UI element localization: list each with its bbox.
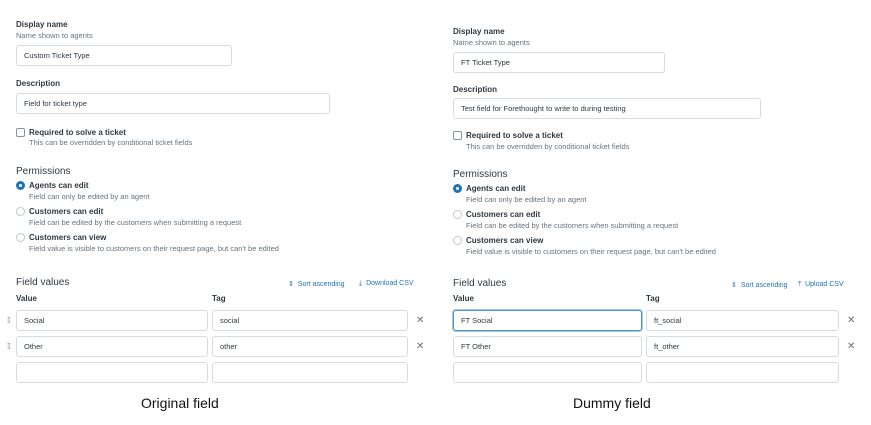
display-name-hint: Name shown to agents xyxy=(453,38,530,47)
sort-icon: ⇕ xyxy=(288,281,294,288)
agents-can-edit-hint: Field can only be edited by an agent xyxy=(466,195,587,204)
customers-can-view-hint: Field value is visible to customers on their request page, but can't be edited xyxy=(29,244,279,253)
customers-can-view-radio[interactable] xyxy=(453,236,462,245)
value-input[interactable]: Other xyxy=(16,336,208,357)
customers-can-edit-label: Customers can edit xyxy=(466,210,541,219)
agents-can-edit-hint: Field can only be edited by an agent xyxy=(29,192,150,201)
caption-dummy: Dummy field xyxy=(573,395,651,411)
customers-can-edit-hint: Field can be edited by the customers when submitting a request xyxy=(466,221,679,230)
close-icon[interactable]: ✕ xyxy=(847,315,856,326)
description-input[interactable]: Field for ticket type xyxy=(16,93,330,114)
agents-can-edit-label: Agents can edit xyxy=(466,184,526,193)
value-input[interactable]: FT Social xyxy=(453,310,642,331)
new-value-input[interactable] xyxy=(453,362,642,383)
tag-input[interactable]: social xyxy=(212,310,408,331)
download-csv-button[interactable] xyxy=(359,280,414,288)
close-icon[interactable]: ✕ xyxy=(416,315,425,326)
customers-can-edit-radio[interactable] xyxy=(453,210,462,219)
customers-can-view-label: Customers can view xyxy=(466,236,544,245)
close-icon[interactable]: ✕ xyxy=(416,341,425,352)
tag-input[interactable]: ft_social xyxy=(646,310,839,331)
sort-ascending-button[interactable] xyxy=(731,281,788,289)
drag-handle-icon[interactable]: ⁞⁞ xyxy=(7,316,10,325)
description-label: Description xyxy=(16,79,61,88)
tag-column-header: Tag xyxy=(646,294,660,303)
upload-csv-label: Upload CSV xyxy=(805,281,844,288)
required-checkbox[interactable] xyxy=(453,131,462,140)
description-label: Description xyxy=(453,85,498,94)
permissions-title: Permissions xyxy=(453,169,508,180)
sort-icon: ⇕ xyxy=(731,282,737,289)
tag-column-header: Tag xyxy=(212,294,226,303)
tag-input[interactable]: ft_other xyxy=(646,336,839,357)
caption-original: Original field xyxy=(141,395,219,411)
required-label: Required to solve a ticket xyxy=(466,131,563,140)
required-label: Required to solve a ticket xyxy=(29,128,126,137)
new-tag-input[interactable] xyxy=(212,362,408,383)
required-hint: This can be overridden by conditional ticket fields xyxy=(466,142,630,151)
download-csv-label: Download CSV xyxy=(366,280,414,287)
agents-can-edit-radio[interactable] xyxy=(16,181,25,190)
new-value-input[interactable] xyxy=(16,362,208,383)
customers-can-view-label: Customers can view xyxy=(29,233,107,242)
field-values-title: Field values xyxy=(453,278,507,289)
display-name-label: Display name xyxy=(453,27,505,36)
agents-can-edit-radio[interactable] xyxy=(453,184,462,193)
customers-can-view-radio[interactable] xyxy=(16,233,25,242)
display-name-hint: Name shown to agents xyxy=(16,31,93,40)
new-tag-input[interactable] xyxy=(646,362,839,383)
sort-ascending-label: Sort ascending xyxy=(297,281,345,288)
display-name-input[interactable]: Custom Ticket Type xyxy=(16,45,232,66)
customers-can-view-hint: Field value is visible to customers on their request page, but can't be edited xyxy=(466,247,716,256)
customers-can-edit-radio[interactable] xyxy=(16,207,25,216)
value-column-header: Value xyxy=(16,294,37,303)
tag-input[interactable]: other xyxy=(212,336,408,357)
customers-can-edit-hint: Field can be edited by the customers when submitting a request xyxy=(29,218,242,227)
value-input[interactable]: FT Other xyxy=(453,336,642,357)
field-values-title: Field values xyxy=(16,277,70,288)
download-icon: ⤓ xyxy=(359,280,363,287)
description-input[interactable]: Test field for Forethought to write to during testing xyxy=(453,98,761,119)
value-input[interactable]: Social xyxy=(16,310,208,331)
sort-ascending-label: Sort ascending xyxy=(740,282,788,289)
value-column-header: Value xyxy=(453,294,474,303)
close-icon[interactable]: ✕ xyxy=(847,341,856,352)
sort-ascending-button[interactable] xyxy=(288,280,345,288)
display-name-input[interactable]: FT Ticket Type xyxy=(453,52,665,73)
permissions-title: Permissions xyxy=(16,166,71,177)
upload-csv-button[interactable] xyxy=(798,281,844,289)
required-checkbox[interactable] xyxy=(16,128,25,137)
customers-can-edit-label: Customers can edit xyxy=(29,207,104,216)
required-hint: This can be overridden by conditional ticket fields xyxy=(29,138,193,147)
agents-can-edit-label: Agents can edit xyxy=(29,181,89,190)
upload-icon: ⤒ xyxy=(798,281,802,288)
drag-handle-icon[interactable]: ⁞⁞ xyxy=(7,342,10,351)
display-name-label: Display name xyxy=(16,20,68,29)
